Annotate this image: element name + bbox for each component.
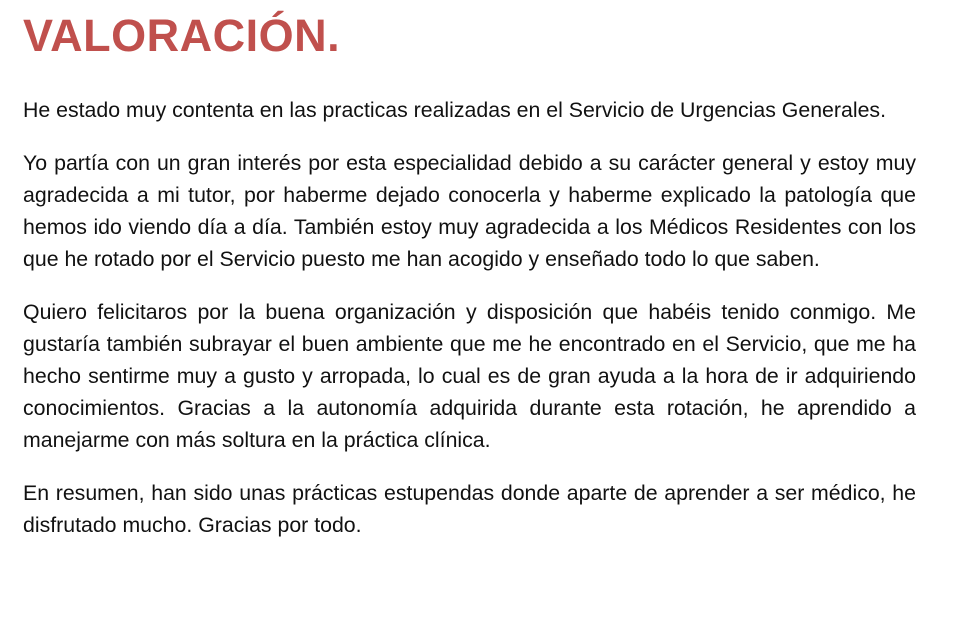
document-title: VALORACIÓN. [23,10,341,61]
paragraph: He estado muy contenta en las practicas realizadas en el Servicio de Urgencias Generales. [23,98,886,122]
paragraph: Quiero felicitaros por la buena organización y disposición que habéis tenido conmigo. Me gustaría también subrayar el buen ambiente que me he encontrado en el Servicio, que me ha hecho sentirme muy a gusto y arropada, lo cual es de gran ayuda a la hora de ir adquiriendo conocimientos. Gracias a la autonomía adquirida durante esta rotación, he aprendido a manejarme con más soltura en la práctica clínica. [23,300,916,452]
paragraph: En resumen, han sido unas prácticas estupendas donde aparte de aprender a ser médico, he disfrutado mucho. Gracias por todo. [23,481,916,537]
paragraph: Yo partía con un gran interés por esta especialidad debido a su carácter general y estoy muy agradecida a mi tutor, por haberme dejado conocerla y haberme explicado la patología que hemos ido viendo día a día. También estoy muy agradecida a los Médicos Residentes con los que he rotado por el Servicio puesto me han acogido y enseñado todo lo que saben. [23,151,916,271]
document-page [23,0,916,541]
